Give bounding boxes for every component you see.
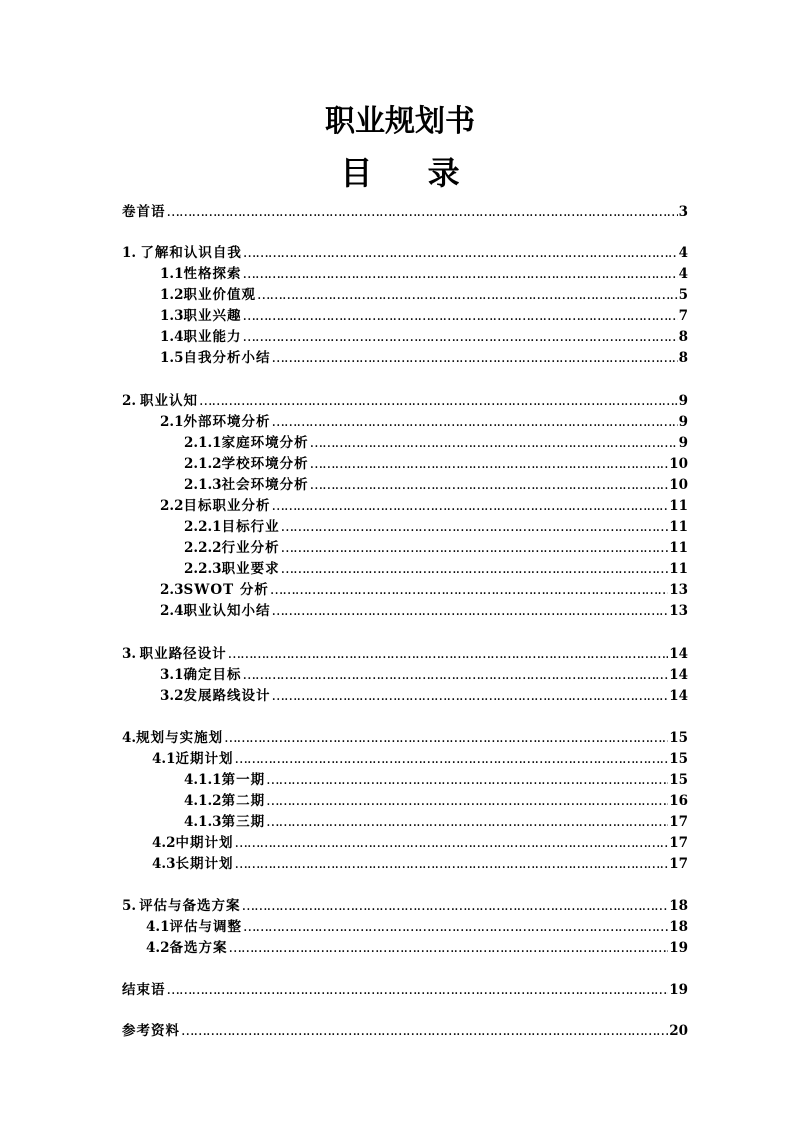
toc-entry-number: 2.2.1 — [184, 519, 222, 535]
dot-leader — [257, 286, 678, 304]
dot-leader — [167, 981, 669, 999]
toc-entry[interactable] — [122, 645, 688, 663]
toc-entry[interactable] — [122, 1022, 688, 1040]
toc-entry-page: 15 — [669, 772, 688, 788]
toc-entry[interactable] — [122, 729, 688, 747]
toc-entry-page: 15 — [669, 730, 688, 746]
dot-leader — [229, 939, 669, 957]
toc-entry[interactable] — [160, 497, 688, 515]
toc-entry[interactable] — [184, 434, 688, 452]
toc-entry[interactable] — [184, 813, 688, 831]
toc-entry[interactable] — [152, 834, 688, 852]
dot-leader — [281, 539, 669, 557]
toc-entry-label: 目标行业 — [221, 519, 280, 535]
toc-entry-number: 1.5 — [160, 350, 184, 366]
toc-entry[interactable] — [160, 328, 688, 346]
toc-entry-page: 14 — [669, 646, 688, 662]
toc-entry-number: 4.1.2 — [184, 793, 222, 809]
toc-entry-page: 11 — [669, 498, 688, 514]
toc-entry-number: 1.4 — [160, 329, 184, 345]
dot-leader — [242, 897, 669, 915]
toc-entry-number: 2.4 — [160, 603, 184, 619]
toc-entry-number: 2.1.2 — [184, 456, 222, 472]
toc-entry[interactable] — [146, 918, 688, 936]
dot-leader — [243, 666, 669, 684]
toc-entry[interactable] — [184, 539, 688, 557]
toc-entry[interactable] — [160, 581, 688, 599]
toc-entry-label: 职业要求 — [221, 561, 280, 577]
toc-entry-number: 5. — [122, 898, 137, 914]
toc-entry-number: 2. — [122, 393, 137, 409]
toc-entry-label: 第二期 — [221, 793, 266, 809]
toc-entry[interactable] — [152, 855, 688, 873]
toc-entry-label: 第三期 — [221, 814, 266, 830]
toc-entry-page: 19 — [669, 982, 688, 998]
toc-entry[interactable] — [122, 981, 688, 999]
toc-entry[interactable] — [122, 244, 688, 262]
toc-entry-label: 评估与备选方案 — [139, 898, 241, 914]
dot-leader — [243, 244, 678, 262]
toc-entry-number: 4.2 — [152, 835, 176, 851]
toc-entry-page: 17 — [669, 835, 688, 851]
toc-entry-page: 9 — [678, 393, 688, 409]
toc-entry-number: 2.3 — [160, 582, 184, 598]
toc-entry-number: 2.2.2 — [184, 540, 222, 556]
dot-leader — [243, 307, 678, 325]
toc-entry-page: 10 — [669, 477, 688, 493]
toc-entry[interactable] — [160, 666, 688, 684]
toc-entry-page: 11 — [669, 540, 688, 556]
toc-entry-page: 18 — [669, 898, 688, 914]
toc-entry[interactable] — [184, 518, 688, 536]
toc-entry-label: 确定目标 — [183, 667, 242, 683]
dot-leader — [235, 855, 669, 873]
toc-entry[interactable] — [160, 413, 688, 431]
toc-entry-page: 13 — [669, 603, 688, 619]
toc-entry-label: 社会环境分析 — [221, 477, 309, 493]
toc-entry-number: 2.1.3 — [184, 477, 222, 493]
toc-entry-label: 近期计划 — [175, 751, 234, 767]
toc-entry[interactable] — [122, 203, 688, 221]
toc-entry-label: 长期计划 — [175, 856, 234, 872]
toc-entry-page: 14 — [669, 667, 688, 683]
dot-leader — [181, 1022, 668, 1040]
toc-entry[interactable] — [152, 750, 688, 768]
toc-entry-page: 8 — [678, 329, 688, 345]
toc-entry-page: 9 — [678, 414, 688, 430]
toc-entry-number: 4.2 — [146, 940, 170, 956]
toc-entry-page: 19 — [669, 940, 688, 956]
toc-entry-page: 7 — [678, 308, 688, 324]
toc-entry-number: 2.1.1 — [184, 435, 222, 451]
toc-entry-label: 目标职业分析 — [183, 498, 271, 514]
toc-entry-label: 职业能力 — [183, 329, 242, 345]
toc-entry-page: 4 — [678, 245, 688, 261]
toc-entry-label: SWOT 分析 — [183, 582, 269, 598]
dot-leader — [266, 792, 668, 810]
toc-entry[interactable] — [160, 602, 688, 620]
toc-entry-page: 15 — [669, 751, 688, 767]
toc-entry-number: 3.2 — [160, 688, 184, 704]
toc-entry-label: 结束语 — [122, 982, 166, 998]
toc-entry-page: 16 — [669, 793, 688, 809]
toc-entry[interactable] — [184, 455, 688, 473]
toc-entry-label: 行业分析 — [221, 540, 280, 556]
dot-leader — [243, 918, 668, 936]
document-title: 职业规划书 — [325, 104, 475, 139]
toc-entry[interactable] — [160, 307, 688, 325]
toc-entry[interactable] — [184, 792, 688, 810]
toc-entry-label: 第一期 — [221, 772, 266, 788]
dot-leader — [281, 518, 669, 536]
dot-leader — [310, 434, 678, 452]
toc-entry[interactable] — [160, 286, 688, 304]
toc-entry-page: 4 — [678, 266, 688, 282]
toc-entry-page: 8 — [678, 350, 688, 366]
dot-leader — [266, 813, 668, 831]
toc-entry[interactable] — [160, 265, 688, 283]
toc-entry[interactable] — [122, 897, 688, 915]
dot-leader — [235, 834, 669, 852]
toc-entry-label: 职业价值观 — [183, 287, 256, 303]
toc-entry-number: 3.1 — [160, 667, 184, 683]
toc-entry[interactable] — [146, 939, 688, 957]
toc-entry-page: 5 — [678, 287, 688, 303]
toc-entry-label: 职业认知小结 — [183, 603, 271, 619]
dot-leader — [272, 687, 669, 705]
toc-entry-number: 4.1 — [152, 751, 176, 767]
toc-entry-page: 9 — [678, 435, 688, 451]
dot-leader — [272, 602, 669, 620]
dot-leader — [270, 581, 668, 599]
dot-leader — [243, 265, 678, 283]
toc-entry-page: 3 — [678, 204, 688, 220]
dot-leader — [235, 750, 669, 768]
toc-entry[interactable] — [122, 392, 688, 410]
toc-entry-page: 10 — [669, 456, 688, 472]
dot-leader — [272, 413, 678, 431]
toc-entry[interactable] — [184, 476, 688, 494]
toc-entry-number: 4.3 — [152, 856, 176, 872]
toc-entry-number: 4.1.1 — [184, 772, 222, 788]
toc-entry-page: 20 — [669, 1023, 688, 1039]
dot-leader — [272, 349, 678, 367]
toc-entry-label: 性格探索 — [183, 266, 242, 282]
dot-leader — [224, 729, 668, 747]
toc-entry-page: 18 — [669, 919, 688, 935]
toc-entry-label: 卷首语 — [122, 204, 166, 220]
dot-leader — [266, 771, 668, 789]
toc-entry-number: 1.3 — [160, 308, 184, 324]
toc-entry-page: 13 — [669, 582, 688, 598]
toc-entry-page: 17 — [669, 856, 688, 872]
dot-leader — [243, 328, 678, 346]
toc-entry-label: 备选方案 — [169, 940, 228, 956]
toc-entry-page: 14 — [669, 688, 688, 704]
toc-entry-label: 了解和认识自我 — [140, 245, 242, 261]
toc-entry-page: 11 — [669, 561, 688, 577]
toc-entry-number: 2.2 — [160, 498, 184, 514]
toc-entry-label: 中期计划 — [175, 835, 234, 851]
toc-entry-number: 1. — [122, 245, 137, 261]
toc-entry[interactable] — [160, 349, 688, 367]
toc-entry-number: 3. — [122, 646, 137, 662]
dot-leader — [310, 455, 669, 473]
toc-entry-label: 发展路线设计 — [183, 688, 271, 704]
toc-entry-label: 职业路径设计 — [139, 646, 227, 662]
toc-entry-page: 11 — [669, 519, 688, 535]
toc-entry-label: 学校环境分析 — [221, 456, 309, 472]
toc-entry-number: 4. — [122, 730, 137, 746]
dot-leader — [199, 392, 678, 410]
toc-entry-number: 4.1.3 — [184, 814, 222, 830]
dot-leader — [228, 645, 669, 663]
dot-leader — [310, 476, 669, 494]
toc-entry-label: 规划与实施划 — [136, 730, 224, 746]
toc-entry[interactable] — [184, 771, 688, 789]
toc-entry-label: 职业兴趣 — [183, 308, 242, 324]
toc-entry-label: 外部环境分析 — [183, 414, 271, 430]
toc-entry-number: 4.1 — [146, 919, 170, 935]
toc-entry[interactable] — [160, 687, 688, 705]
toc-entry-label: 评估与调整 — [169, 919, 242, 935]
toc-entry-label: 家庭环境分析 — [221, 435, 309, 451]
toc-entry[interactable] — [184, 560, 688, 578]
toc-entry-number: 2.2.3 — [184, 561, 222, 577]
dot-leader — [272, 497, 669, 515]
toc-entry-label: 参考资料 — [122, 1023, 180, 1039]
toc-entry-number: 2.1 — [160, 414, 184, 430]
toc-entry-label: 职业认知 — [140, 393, 199, 409]
toc-entry-number: 1.1 — [160, 266, 184, 282]
dot-leader — [281, 560, 669, 578]
toc-entry-page: 17 — [669, 814, 688, 830]
toc-entry-number: 1.2 — [160, 287, 184, 303]
toc-heading: 目 录 — [340, 154, 482, 192]
toc-entry-label: 自我分析小结 — [183, 350, 271, 366]
dot-leader — [167, 203, 678, 221]
